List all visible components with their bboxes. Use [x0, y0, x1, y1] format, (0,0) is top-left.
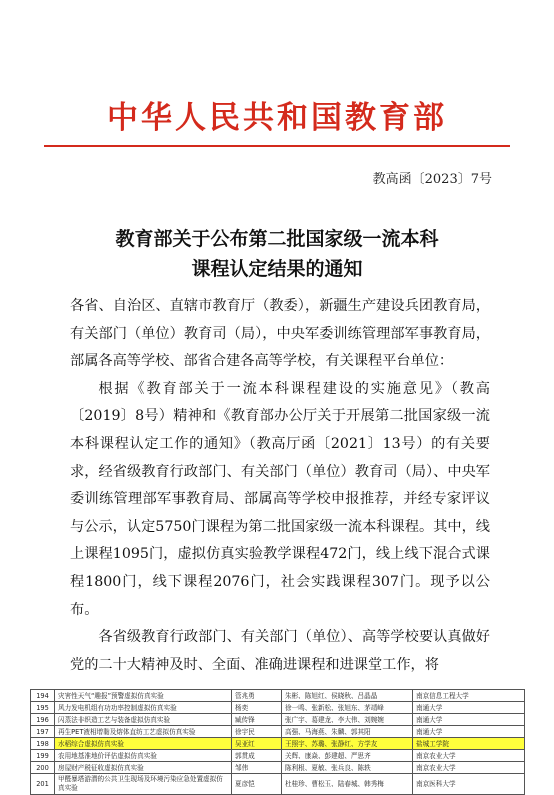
table-row — [31, 738, 525, 750]
cell-course: 再生PET液相增黏及熔体直纺工艺虚拟仿真实验 — [55, 726, 232, 738]
cell-lead: 夏彦恺 — [232, 774, 282, 795]
document-title — [0, 224, 554, 284]
cell-course: 农用地基准地价评估虚拟仿真实验 — [55, 750, 232, 762]
cell-course: 风力发电机组有功功率控制虚拟仿真实验 — [55, 702, 232, 714]
table-row — [31, 774, 525, 795]
cell-lead: 杨奕 — [232, 702, 282, 714]
cell-no: 199 — [31, 750, 55, 762]
table-row — [31, 726, 525, 738]
cell-school: 南京医科大学 — [413, 774, 525, 795]
cell-no: 201 — [31, 774, 55, 795]
table-row — [31, 762, 525, 774]
cell-no: 196 — [31, 714, 55, 726]
cell-course: 房屋财产税征收虚拟仿真实验 — [55, 762, 232, 774]
cell-lead: 徐宇民 — [232, 726, 282, 738]
cell-school: 盐城工学院 — [413, 738, 525, 750]
document-number: 教高函〔2023〕7号 — [372, 172, 492, 187]
cell-lead: 吴亚红 — [232, 738, 282, 750]
cell-no: 195 — [31, 702, 55, 714]
course-table-body — [31, 690, 525, 795]
masthead-org-name: 中华人民共和国教育部 — [107, 100, 447, 136]
cell-lead: 郭贯成 — [232, 750, 282, 762]
cell-school: 南京农业大学 — [413, 762, 525, 774]
cell-members: 陈利根、夏敏、张兵良、陈轶 — [282, 762, 413, 774]
table-row — [31, 714, 525, 726]
cell-school: 南通大学 — [413, 702, 525, 714]
table-row — [31, 750, 525, 762]
cell-members: 高强、马海燕、朱麟、郭其阳 — [282, 726, 413, 738]
cell-course: 闪蒸法非织造工艺与装备虚拟仿真实验 — [55, 714, 232, 726]
cell-no: 198 — [31, 738, 55, 750]
cell-no: 200 — [31, 762, 55, 774]
body-paragraph-2: 各省级教育行政部门、有关部门（单位）、高等学校要认真做好党的二十大精神及时、全面、准确进课程和进课堂工作，将 — [70, 629, 490, 673]
cell-school: 南通大学 — [413, 726, 525, 738]
cell-school: 南京信息工程大学 — [413, 690, 525, 702]
title-line-2: 课程认定结果的通知 — [191, 258, 363, 280]
course-table — [30, 689, 525, 795]
cell-school: 南京农业大学 — [413, 750, 525, 762]
cell-course: 灾害性天气“趣报”预警虚拟仿真实验 — [55, 690, 232, 702]
cell-members: 张广宇、葛建龙、李大伟、刘婉婉 — [282, 714, 413, 726]
cell-no: 194 — [31, 690, 55, 702]
table-row — [31, 702, 525, 714]
cell-lead: 邹伟 — [232, 762, 282, 774]
course-list-table-snippet — [30, 689, 524, 795]
cell-members: 徐一鸣、张新松、张旭东、茅靖峰 — [282, 702, 413, 714]
cell-lead: 管兆勇 — [232, 690, 282, 702]
table-row — [31, 690, 525, 702]
document-body — [70, 293, 490, 679]
masthead-red-rule — [44, 145, 510, 147]
title-line-1: 教育部关于公布第二批国家级一流本科 — [115, 228, 439, 250]
cell-members: 杜桂珍、曹松玉、陆春城、韩秀梅 — [282, 774, 413, 795]
cell-course: 水稻综合虚拟仿真实验 — [55, 738, 232, 750]
cell-school: 南通大学 — [413, 714, 525, 726]
cell-course: 甲醛暴塔游潜的公共卫生现场及环境污染应急处置虚拟仿真实验 — [55, 774, 232, 795]
cell-lead: 臧传锋 — [232, 714, 282, 726]
cell-members: 关辉、康焱、彭建超、严思齐 — [282, 750, 413, 762]
cell-members: 王照宇、苏璐、张静红、方学友 — [282, 738, 413, 750]
cell-members: 朱彬、陈旭红、侯晓秋、吕晶晶 — [282, 690, 413, 702]
salutation-paragraph: 各省、自治区、直辖市教育厅（教委），新疆生产建设兵团教育局，有关部门（单位）教育司（局），中央军委训练管理部军事教育局，部属各高等学校、部省合建各高等学校，有关课程平台单位： — [70, 298, 490, 370]
body-paragraph-1: 根据《教育部关于一流本科课程建设的实施意见》（教高〔2019〕8号）精神和《教育部办公厅关于开展第二批国家级一流本科课程认定工作的通知》（教高厅函〔2021〕13号）的有关要求，经省级教育行政部门、有关部门（单位）教育司（局）、中央军委训练管理部军事教育局、部属高等学校申报推荐，并经专家评议与公示，认定5750门课程为第二批国家级一流本科课程。其中，线上课程1095门，虚拟仿真实验教学课程472门，线上线下混合式课程1800门，线下课程2076门，社会实践课程307门。现予以公布。 — [70, 380, 490, 618]
cell-no: 197 — [31, 726, 55, 738]
